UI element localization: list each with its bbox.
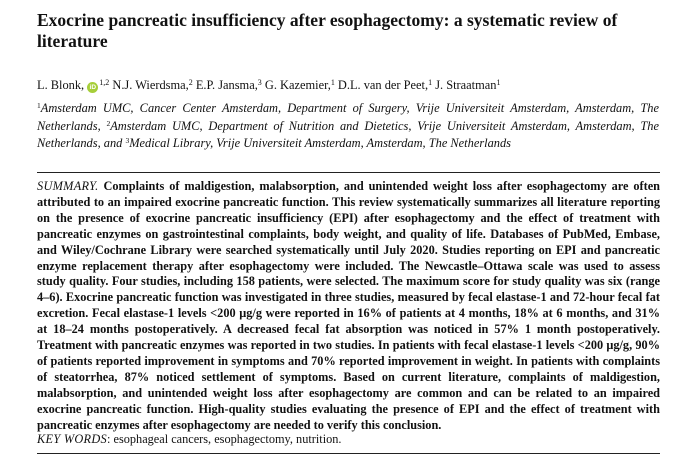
author-name[interactable]: G. Kazemier, — [264, 78, 331, 92]
abstract-summary — [37, 179, 660, 434]
keywords-label: KEY WORDS — [37, 432, 107, 446]
author-name[interactable]: E.P. Jansma, — [195, 78, 258, 92]
author-name[interactable]: D.L. van der Peet, — [337, 78, 429, 92]
author-affiliation-ref: 1 — [330, 78, 335, 87]
affiliations — [37, 100, 659, 153]
author-name[interactable]: N.J. Wierdsma, — [112, 78, 189, 92]
author-affiliation-ref: 1 — [428, 78, 433, 87]
summary-label: SUMMARY. — [37, 179, 99, 193]
keywords-text[interactable]: esophageal cancers, esophagectomy, nutrition. — [113, 432, 342, 446]
author-name[interactable]: J. Straatman — [435, 78, 497, 92]
affiliation-number: 2 — [106, 118, 111, 128]
summary-bottom-rule — [37, 453, 660, 454]
author-name[interactable]: L. Blonk, — [37, 78, 85, 92]
author-affiliation-ref: 1 — [496, 78, 501, 87]
author-affiliation-ref: 3 — [257, 78, 262, 87]
affiliation-text: Amsterdam UMC, Department of Nutrition and Dietetics, Vrije Universiteit Amsterdam, Amsterdam, The Netherlands, and — [37, 118, 659, 150]
author-affiliation-ref: 1,2 — [99, 78, 110, 87]
affiliation-number: 1 — [37, 101, 41, 110]
summary-top-rule — [37, 172, 660, 173]
orcid-icon[interactable]: iD — [87, 82, 98, 93]
affiliation-text: Medical Library, Vrije Universiteit Amsterdam, Amsterdam, The Netherlands — [129, 136, 511, 150]
keywords-separator: : — [107, 432, 114, 446]
affiliation-number: 3 — [125, 136, 130, 145]
summary-text: Complaints of maldigestion, malabsorption, and unintended weight loss after esophagectomy are often attributed to an impaired exocrine pancreatic function. This review systematically summarizes all literature reporting on the presence of exocrine pancreatic insufficiency (EPI) after esophagectomy and the effect of treatment with pancreatic enzymes on gastrointestinal complaints, body weight, and quality of life. Databases of PubMed, Embase, and Wiley/Cochrane Library were searched systematically until July 2020. Studies reporting on EPI and pancreatic enzyme replacement therapy after esophagectomy were included. The Newcastle–Ottawa scale was used to assess study quality. Four studies, including 158 patients, were selected. The maximum score for study quality was six (range 4–6). Exocrine pancreatic function was investigated in three studies, measured by fecal elastase-1 and 72-hour fecal fat excretion. Fecal elastase-1 levels <200 μg/g were reported in 16% of patients at 4 months, 18% at 6 months, and 31% at 18–24 months postoperatively. A decreased fecal fat absorption was noticed in 57% 1 month postoperatively. Treatment with pancreatic enzymes was reported in two studies. In patients with fecal elastase-1 levels <200 μg/g, 90% of patients reported improvement in symptoms and 70% reported improvement in weight. In patients with complaints of steatorrhea, 87% noticed settlement of symptoms. Based on current literature, complaints of maldigestion, malabsorption, and unintended weight loss after esophagectomy are common and can be related to an impaired exocrine pancreatic function. High-quality studies evaluating the presence of EPI and the effect of treatment with pancreatic enzymes after esophagectomy are needed to verify this conclusion. — [37, 179, 661, 432]
author-affiliation-ref: 2 — [188, 78, 193, 87]
author-list — [37, 77, 667, 93]
keywords-line — [37, 432, 660, 447]
affiliation-text: Amsterdam UMC, Cancer Center Amsterdam, Department of Surgery, Vrije Universiteit Amsterdam, Amsterdam, The Netherlands, — [37, 101, 659, 133]
article-title: Exocrine pancreatic insufficiency after esophagectomy: a systematic review of literature — [37, 10, 618, 51]
